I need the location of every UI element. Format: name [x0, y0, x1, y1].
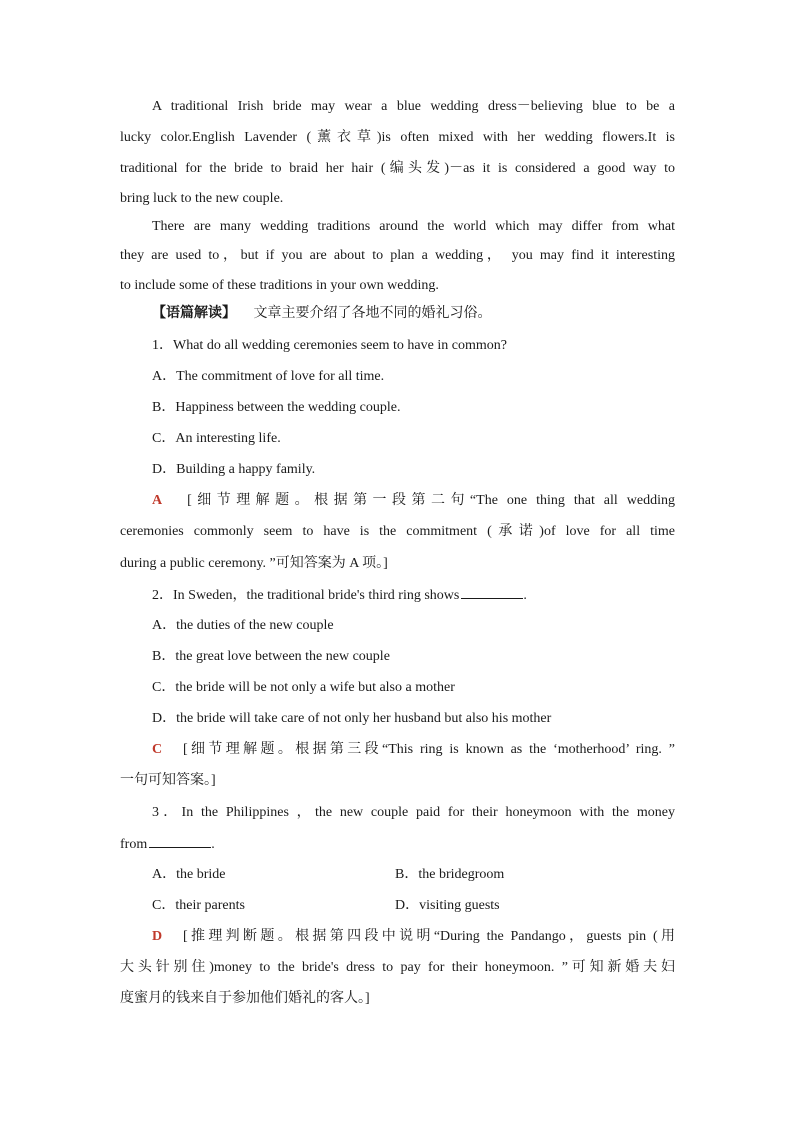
question-2-answer: C — [152, 742, 163, 757]
question-2-option-d: D．the bride will take care of not only her husband but also his mother — [152, 711, 552, 726]
question-2-explain-line: C [细节理解题。根据第三段“This ring is known as the ‘motherhood’ ring. ” — [152, 742, 675, 757]
question-1-option-b: B．Happiness between the wedding couple. — [152, 400, 401, 415]
question-3-explain-line: 度蜜月的钱来自于参加他们婚礼的客人。] — [120, 991, 370, 1006]
question-1-answer: A — [152, 493, 163, 508]
question-1-option-a: A．The commitment of love for all time. — [152, 369, 385, 384]
question-1-explain-line: during a public ceremony. ”可知答案为 A 项。] — [120, 556, 388, 571]
question-2-stem: 2．In Sweden，the traditional bride's third ring shows . — [152, 585, 707, 606]
question-3-stem: 3．In the Philippines ，the new couple paid for their honeymoon with the money — [152, 805, 675, 820]
question-1-explain-line: A [细节理解题。根据第一段第二句“The one thing that all wedding — [152, 493, 675, 508]
question-3-options-row-2 — [152, 896, 707, 916]
question-3-options-row-1 — [152, 865, 707, 885]
analysis-line — [152, 304, 707, 324]
passage-line: bring luck to the new couple. — [120, 191, 284, 206]
passage-line: to include some of these traditions in your own wedding. — [120, 278, 439, 293]
question-3-stem-cont: from . — [120, 834, 675, 855]
question-2-option-b: B．the great love between the new couple — [152, 649, 390, 664]
question-2-option-a: A．the duties of the new couple — [152, 618, 334, 633]
passage-line: lucky color.English Lavender (薰衣草)is often mixed with her wedding flowers.It is — [120, 130, 675, 145]
answer-blank — [461, 585, 523, 599]
question-1-explain-line: ceremonies commonly seem to have is the commitment (承诺)of love for all time — [120, 524, 675, 539]
question-3-option-a: A．the bride — [152, 867, 226, 882]
question-3-answer: D — [152, 929, 163, 944]
passage-line: There are many wedding traditions around the world which may differ from what — [152, 219, 675, 234]
question-1-option-c: C．An interesting life. — [152, 431, 281, 446]
analysis-label: 【语篇解读】 — [152, 306, 236, 321]
analysis-text: 文章主要介绍了各地不同的婚礼习俗。 — [253, 306, 492, 321]
question-3-explain-line: 大头针别住)money to the bride's dress to pay for their honeymoon. ”可知新婚夫妇 — [120, 960, 675, 975]
question-3-option-c: C．their parents — [152, 898, 245, 913]
question-1-stem: 1．What do all wedding ceremonies seem to have in common? — [152, 338, 507, 353]
passage-line: they are used to，but if you are about to plan a wedding， you may find it interesting — [120, 248, 675, 263]
answer-blank — [149, 834, 211, 848]
passage-line: traditional for the bride to braid her hair (编头发)－as it is considered a good way to — [120, 161, 675, 176]
passage-line: A traditional Irish bride may wear a blue wedding dress－believing blue to be a — [152, 99, 675, 114]
question-2-explain-line: 一句可知答案。] — [120, 773, 216, 788]
question-1-option-d: D．Building a happy family. — [152, 462, 316, 477]
question-3-option-b: B．the bridegroom — [395, 867, 505, 882]
question-3-explain-line: D [推理判断题。根据第四段中说明“During the Pandango，guests pin (用 — [152, 929, 676, 944]
question-3-option-d: D．visiting guests — [395, 898, 500, 913]
question-2-option-c: C．the bride will be not only a wife but also a mother — [152, 680, 455, 695]
